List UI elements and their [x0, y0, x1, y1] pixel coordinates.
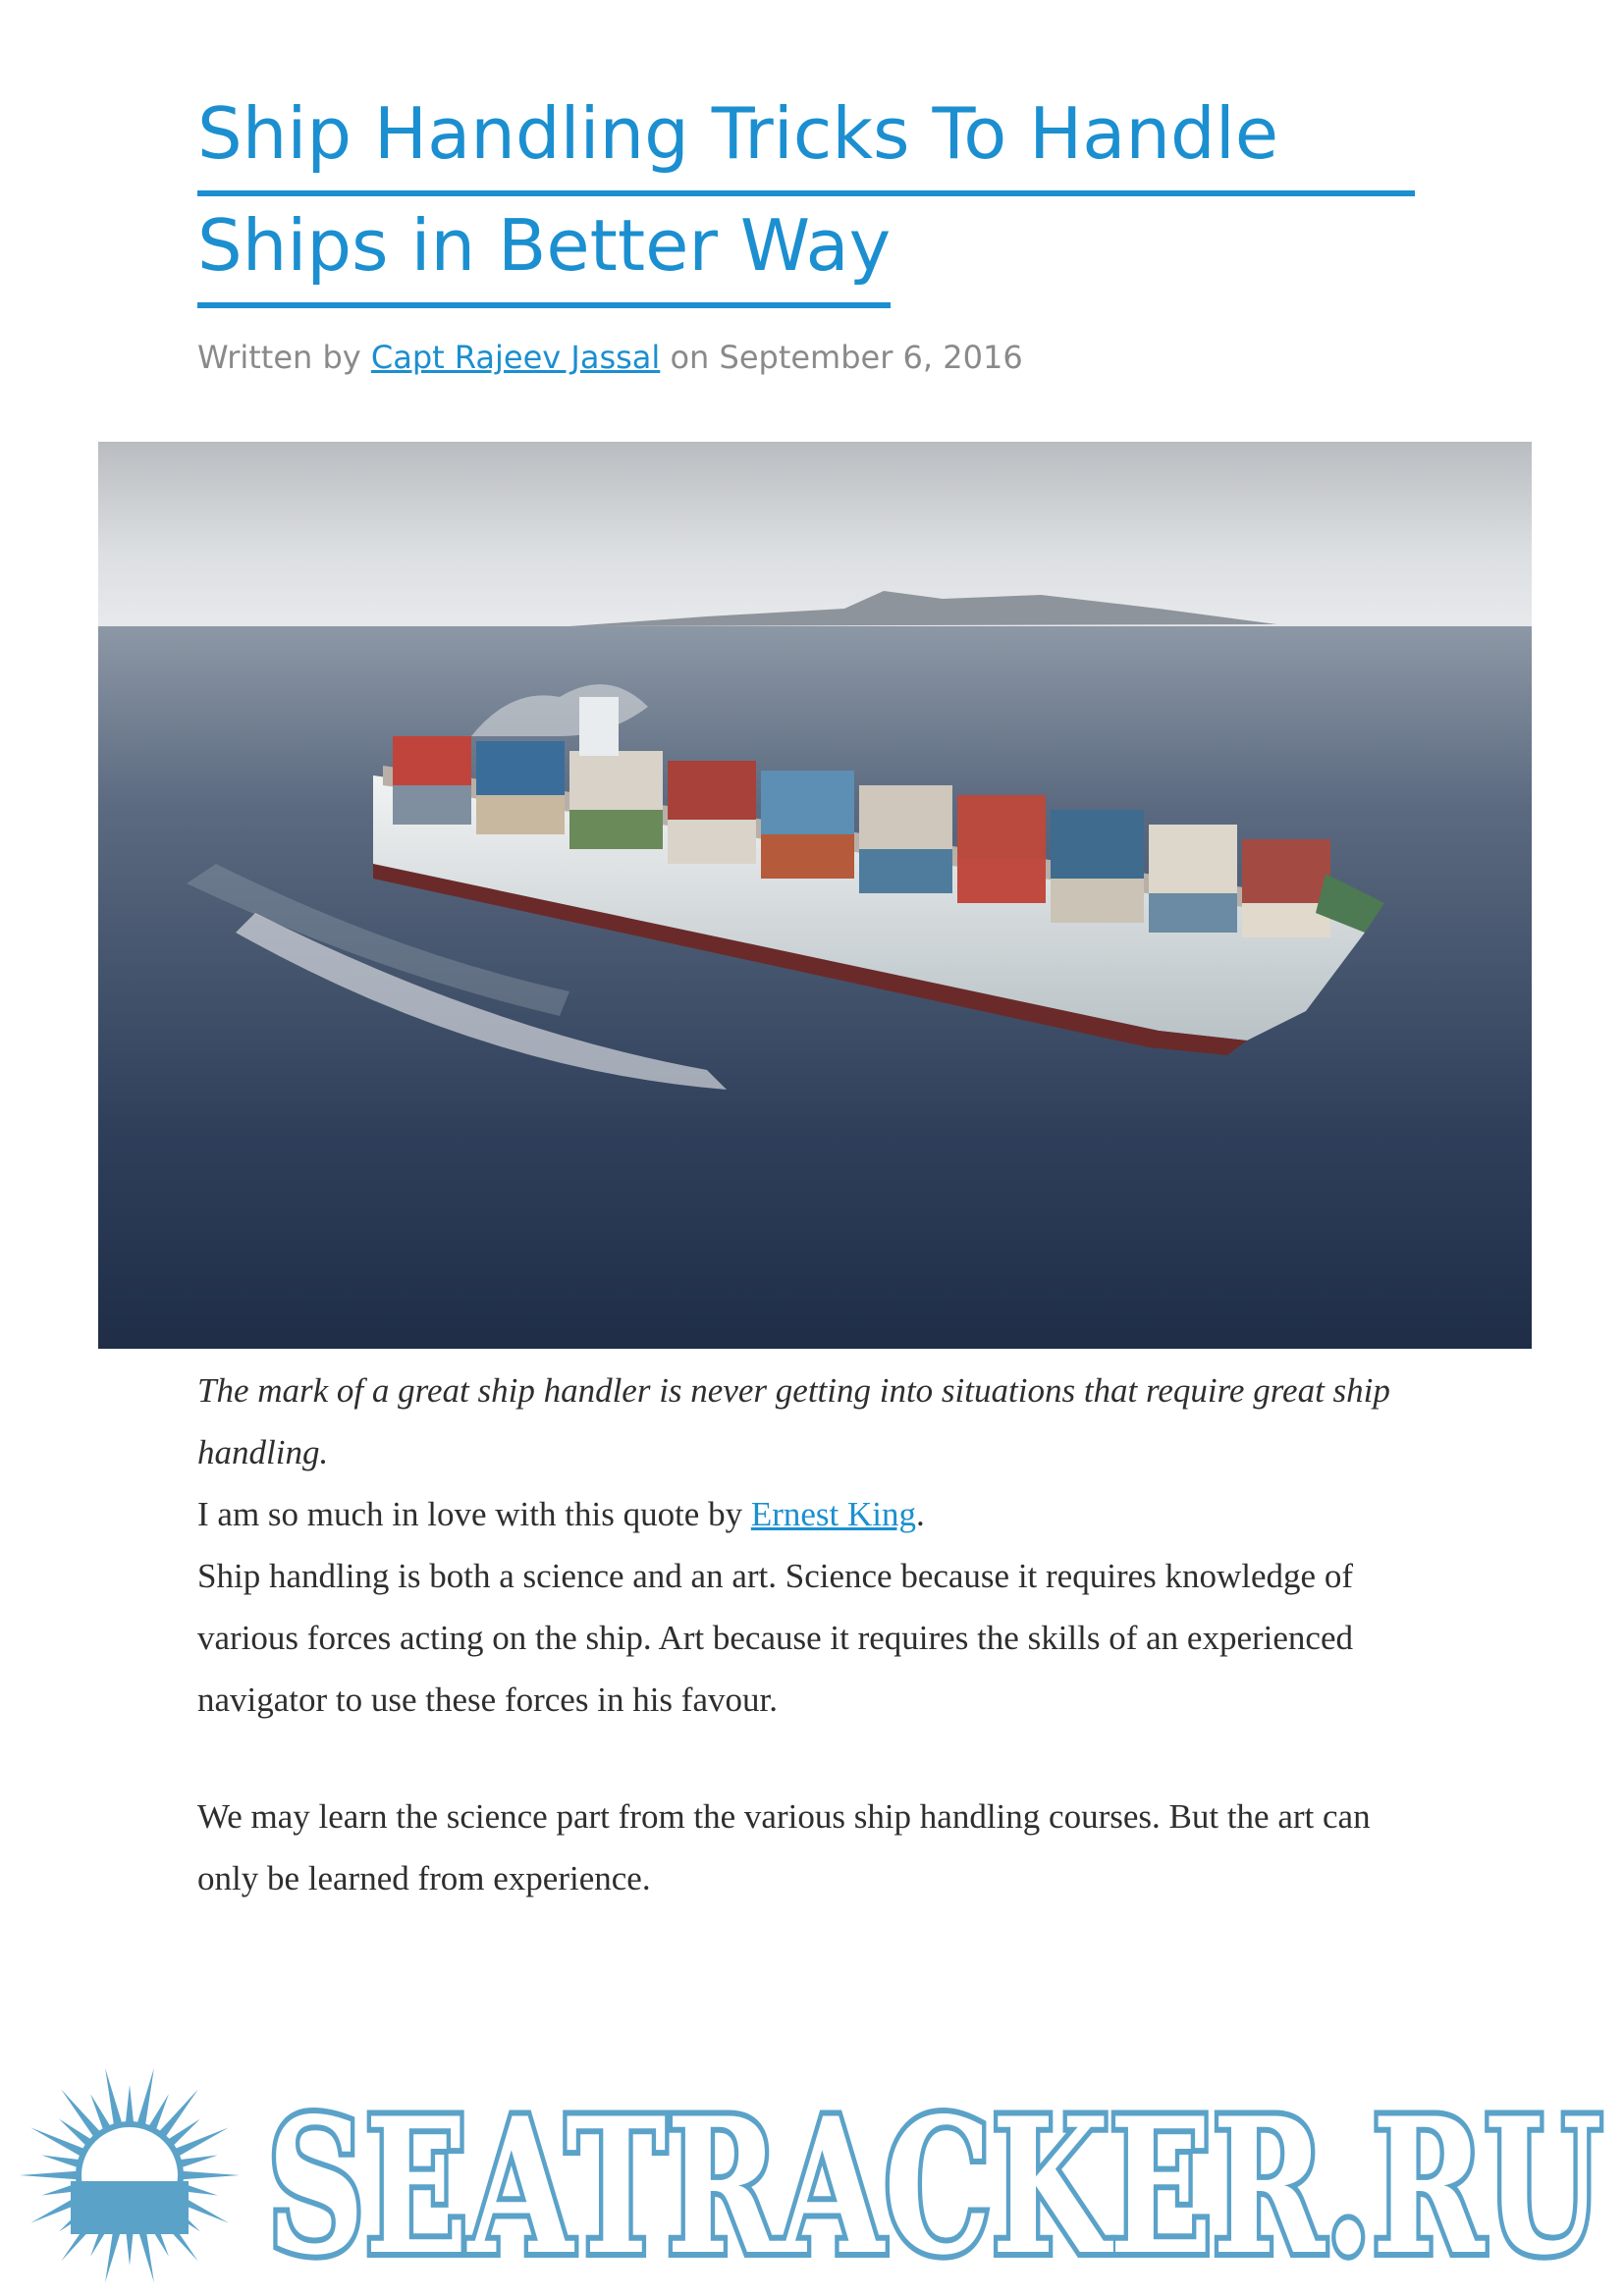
article-title	[197, 86, 1415, 310]
watermark-text: SEATRACKER.RU	[267, 2077, 1602, 2291]
sun-ray	[136, 2068, 154, 2129]
sun-ray	[61, 2089, 102, 2140]
author-link[interactable]: Capt Rajeev Jassal	[370, 339, 661, 376]
title-line-2: Ships in Better Way	[197, 198, 891, 308]
attribution-suffix: .	[916, 1495, 925, 1533]
byline-date: on September 6, 2016	[660, 339, 1023, 376]
seatracker-logo	[14, 2059, 1614, 2291]
ernest-king-link[interactable]: Ernest King	[750, 1495, 916, 1533]
article-body	[197, 1360, 1435, 1909]
sun-icon	[20, 2068, 240, 2282]
seatracker-watermark	[14, 2059, 1614, 2291]
container-ship-photo	[98, 442, 1532, 1349]
sun-ray	[20, 2171, 81, 2180]
sun-ray	[179, 2171, 240, 2180]
title-line-1: Ship Handling Tricks To Handle	[197, 86, 1415, 196]
attribution	[197, 1483, 1435, 1545]
sun-ray	[105, 2068, 123, 2129]
paragraph-1: Ship handling is both a science and an art. Science because it requires knowledge of various forces acting on the ship. Art because it requires the skills of an experienced navigator to use these forces in his favour.	[197, 1557, 1353, 1719]
attribution-prefix: I am so much in love with this quote by	[197, 1495, 751, 1533]
sun-ray	[126, 2085, 135, 2126]
sun-ray	[157, 2089, 198, 2140]
hero-image	[98, 442, 1532, 1349]
quote: The mark of a great ship handler is never getting into situations that require great ship handling.	[197, 1371, 1390, 1471]
byline-prefix: Written by	[197, 339, 371, 376]
paragraph-2: We may learn the science part from the various ship handling courses. But the art can only be learned from experience.	[197, 1797, 1371, 1897]
byline	[197, 339, 1023, 376]
